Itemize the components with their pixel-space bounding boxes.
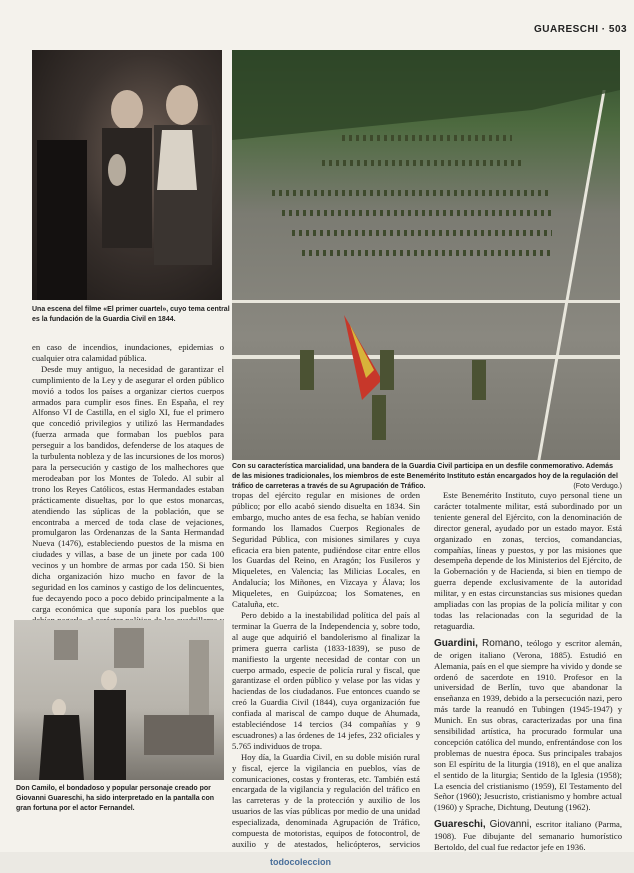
paragraph: tropas del ejército regular en misiones de orden público; por ello acabó siendo disuelta en 1834. Sin embargo, mucho antes de esa fecha, se habían venido formando los llamados Cuerpos Regionales de Seguridad Pública, con misiones similares y cuya eficacia era bien patente, pudiéndose citar entre ellos los Guardas del Reino, en Aragón; los Fusileros y Miqueletes, en Valencia; las Milicias Locales, en Andalucía; los Miñones, en Vizcaya y Álava; los Miqueletes, en Guipúzcoa; los Somatenes, en Cataluña, etc. <box>232 490 420 610</box>
entry-guareschi <box>434 819 622 853</box>
parade-photo <box>232 50 620 460</box>
don-camilo-photo <box>14 620 224 780</box>
entry-given-name: Romano, <box>482 637 523 649</box>
caption-parade <box>232 462 622 492</box>
caption-film-scene: Una escena del filme «El primer cuartel», cuyo tema central es la fundación de la Guardia Civil en 1844. <box>32 306 230 323</box>
watermark: todocoleccion <box>270 857 332 867</box>
paragraph: Pero debido a la inestabilidad política del país al terminar la Guerra de la Independencia y, sobre todo, al auge que adquirió el bandolerismo al finalizar la primera guerra carlista (1833-1839), se puso de manifiesto la urgente necesidad de contar con un cuerpo armado, especie de policía rural y fiscal, que garantizase el orden público y velase por las vidas y haciendas de los ciudadanos. Fue entonces cuando se creó la Guardia Civil (1844), cuya organización fue confiada al mariscal de campo duque de Ahumada, estableciéndose 14 tercios (34 compañías y 9 escuadrones) a las órdenes de 14 jefes, 232 oficiales y 5.765 individuos de tropa. <box>232 609 420 751</box>
paragraph: Hoy día, la Guardia Civil, en su doble misión rural y fiscal, ejerce la vigilancia en pueblos, vías de comunicaciones, costas y fronteras, etc. También está encargada de la vigilancia y regulación del tráfico en las carreteras y de la protección y auxilio de los usuarios de las vías públicas por medio de una unidad especializada, denominada Agrupación de Tráfico, compuesta de motoristas, equipos de fotocontrol, de auxilio y de atestados, helicópteros, servicios <box>232 751 420 849</box>
entry-headword: Guardini, <box>434 637 478 649</box>
paragraph: Este Benemérito Instituto, cuyo personal tiene un carácter totalmente militar, está subordinado por un teniente general del Ejército, con la denominación de director general, ayudado por un estado mayor. Está organizado en zonas, tercios, comandancias, compañías, líneas y puestos, y por las misiones que desempeña depende de los Ministerios del Ejército, de la Gobernación y de Hacienda, si bien en tiempo de guerra depende exclusivamente de la autoridad militar, y en estas circunstancias sus misiones quedan ampliadas con las propias de la policía militar y con todas las relacionadas con la seguridad de la retaguardia. <box>434 490 622 631</box>
caption-don-camilo: Don Camilo, el bondadoso y popular personaje creado por Giovanni Guareschi, ha sido interpretado en la pantalla con gran fortuna por el actor Fernandel. <box>16 785 214 812</box>
paragraph: en caso de incendios, inundaciones, epidemias o cualquier otra calamidad pública. <box>32 342 224 363</box>
column-2 <box>232 490 420 861</box>
entry-guardini <box>434 638 622 814</box>
film-scene-photo <box>32 50 222 300</box>
photo-credit: (Foto Verdugo.) <box>573 483 622 490</box>
column-3 <box>434 490 622 853</box>
column-1 <box>32 342 224 647</box>
entry-headword: Guareschi, <box>434 819 486 831</box>
running-header: GUARESCHI · 503 <box>534 24 628 35</box>
entry-text: teólogo y escritor alemán, de origen italiano (Verona, 1885). Estudió en Alemania, país en el que siempre ha vivido y donde se ordenó de sacerdote en 1910. Profesor en la universidad de Berlín, tuvo que abandonar la enseñanza en 1939, debido a la persecución nazi, pero más tarde la reanudó en Tubingen (1945-1947) y Munich. En sus obras, caracterizadas por una fina sensibilidad artística, ha procurado formular una concepción católica del mundo, enfrentándose con los problemas de nuestra época. Sus principales trabajos son El espíritu de la liturgia (1918), en el que analiza el sentido de la liturgia; Sentido de la Iglesia (1958); La esencia del cristianismo (1959), El Testamento del Señor (1960); Jesucristo, cristianismo y hombre actual (1960) y Sprache, Dichtung, Deutung (1962). <box>434 637 622 813</box>
entry-text: escritor italiano (Parma, 1908). Fue dibujante del semanario humorístico Bertoldo, del cual fue redactor jefe en 1936. <box>434 819 622 853</box>
paragraph: Desde muy antiguo, la necesidad de garantizar el cumplimiento de la Ley y de asegurar el orden público movió a todos los países a organizar ciertos cuerpos armados para cumplir esos fines. En España, el rey Alfonso VI de Castilla, en el siglo XI, fue el primero que concedió privilegios y utilizó las Hermandades (fuerza armada que formaban los pueblos para perseguir a los bandidos, defenderse de los ataques de la turbulenta nobleza y de las incursiones de los moros) para la persecución y castigo de los malhechores que merodeaban por los Montes de Toledo. Al subir al trono los Reyes Católicos, estas Hermandades estaban prácticamente disueltas, por lo que estos monarcas, atendiendo las súplicas de la población, que se encontraba a merced de toda clase de vejaciones, promulgaron las Ordenanzas de la Santa Hermandad Nueva (1476), estableciendo puestos de la misma en ciudades y villas, a base de un jinete por cada 100 vecinos y un hombre de armas por cada 150. Si bien dicha organización hizo mucho en favor de la seguridad en los caminos y castigo de los delincuentes, fue decayendo poco a poco debido principalmente a la carga económica que suponía para los pueblos que <box>32 363 224 614</box>
caption-parade-text: Con su característica marcialidad, una bandera de la Guardia Civil participa en un desfile conmemorativo. Además de las misiones tradicionales, los miembros de este Benemérito Instituto están encargados hoy de la regulación del tráfico de carreteras a través de su Agrupación de Tráfico. <box>232 463 618 490</box>
entry-given-name: Giovanni, <box>489 819 532 831</box>
